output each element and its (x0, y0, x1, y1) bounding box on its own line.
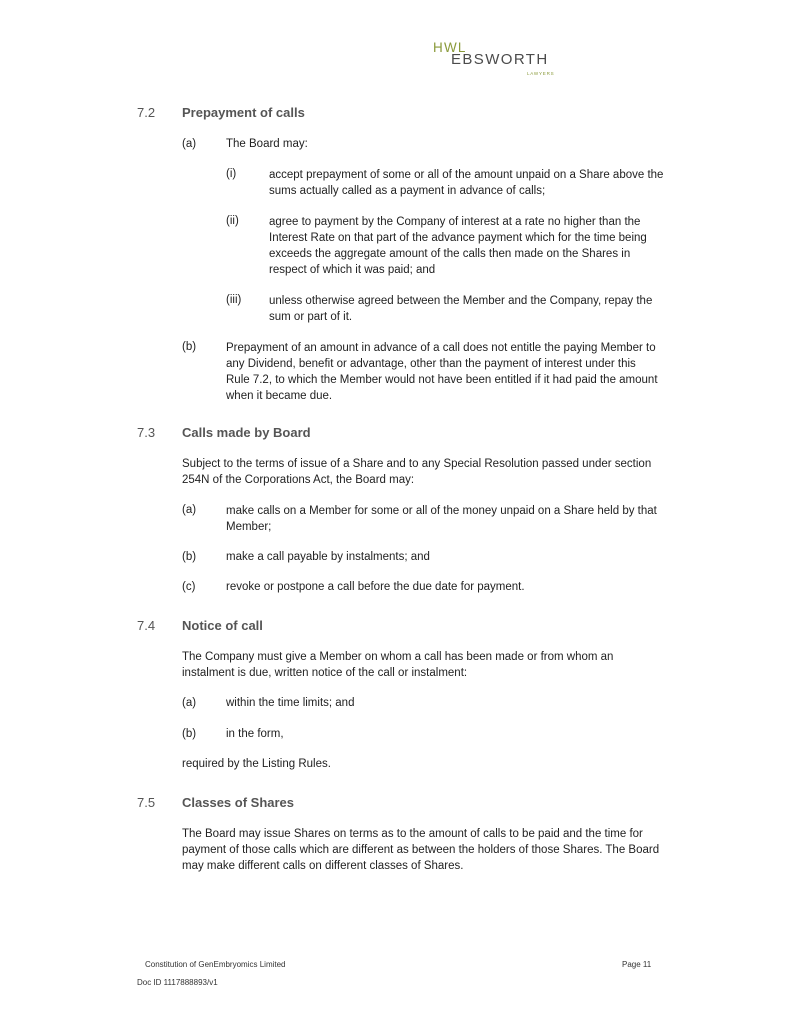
clause-text: revoke or postpone a call before the due date for payment. (226, 581, 525, 593)
section-title-7-2: Prepayment of calls (182, 105, 305, 120)
subclause-text: agree to payment by the Company of interest at a rate no higher than the Interest Rate on that part of the advance payment which for the time being exceeds the aggregate amount of the calls then made on the Shares in respect of which it was paid; and (269, 216, 647, 276)
section-number-7-4: 7.4 (137, 618, 156, 633)
section-intro: The Company must give a Member on whom a call has been made or from whom an instalment is due, written notice of the call or instalment: (182, 651, 614, 679)
subclause-label: (iii) (226, 294, 242, 306)
section-title-7-3: Calls made by Board (182, 425, 311, 440)
clause-label: (b) (182, 551, 197, 563)
clause-text: make a call payable by instalments; and (226, 551, 430, 563)
clause-label: (b) (182, 341, 197, 353)
clause-text: make calls on a Member for some or all of the money unpaid on a Share held by that Member; (226, 505, 657, 533)
logo-top: HWL (433, 40, 467, 55)
section-number-7-2: 7.2 (137, 105, 156, 120)
clause-text: The Board may: (226, 138, 308, 150)
subclause-label: (ii) (226, 215, 239, 227)
section-body: The Board may issue Shares on terms as to the amount of calls to be paid and the time for payment of those calls which are different as between the holders of those Shares. The Board may make different calls on different classes of Shares. (182, 828, 660, 872)
clause-text: Prepayment of an amount in advance of a call does not entitle the paying Member to any Dividend, benefit or advantage, other than the payment of interest under this Rule 7.2, to which the Member would not have been entitled if it had paid the amount when it became due. (226, 342, 658, 402)
footer-doc-id: Doc ID 1117888893/v1 (137, 978, 218, 987)
section-intro: Subject to the terms of issue of a Share and to any Special Resolution passed under section 254N of the Corporations Act, the Board may: (182, 458, 652, 486)
clause-label: (c) (182, 581, 196, 593)
clause-label: (a) (182, 504, 197, 516)
logo-sub: LAWYERS (527, 71, 555, 76)
subclause-text: unless otherwise agreed between the Member and the Company, repay the sum or part of it. (269, 295, 653, 323)
logo-main: EBSWORTH (451, 51, 549, 68)
subclause-text: accept prepayment of some or all of the amount unpaid on a Share above the sums actually called as a payment in advance of calls; (269, 169, 664, 197)
clause-text: in the form, (226, 728, 284, 740)
clause-label: (a) (182, 697, 197, 709)
section-outro: required by the Listing Rules. (182, 758, 331, 770)
footer-page-number: Page 11 (622, 960, 652, 969)
section-number-7-3: 7.3 (137, 425, 156, 440)
subclause-label: (i) (226, 168, 237, 180)
section-number-7-5: 7.5 (137, 795, 156, 810)
section-title-7-5: Classes of Shares (182, 795, 295, 810)
clause-label: (a) (182, 138, 197, 150)
section-title-7-4: Notice of call (182, 618, 263, 633)
footer-document-title: Constitution of GenEmbryomics Limited (145, 960, 286, 969)
firm-logo (433, 40, 563, 80)
clause-text: within the time limits; and (226, 697, 355, 709)
clause-label: (b) (182, 728, 197, 740)
